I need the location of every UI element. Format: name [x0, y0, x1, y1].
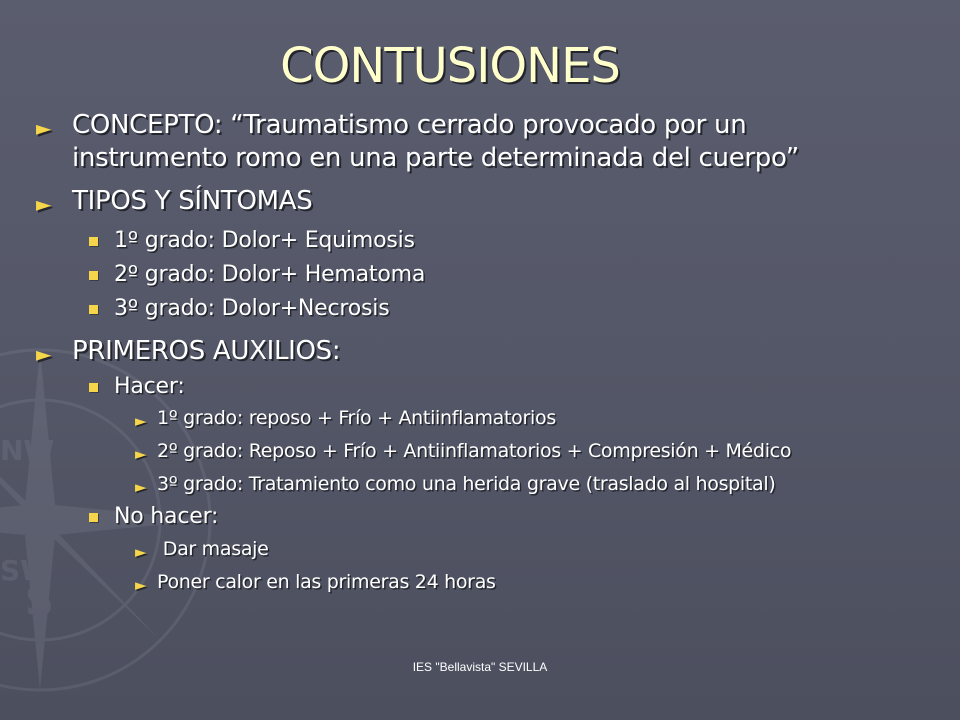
compass-letter-sw: SW — [0, 554, 52, 587]
tipo-text: 2º grado: Dolor+ Hematoma — [114, 262, 426, 287]
triangle-bullet-icon: ► — [135, 543, 147, 561]
no-hacer-text: Dar masaje — [157, 538, 269, 560]
tipo-item-3 — [114, 296, 389, 321]
triangle-bullet-icon: ► — [135, 412, 147, 430]
tipo-text: 3º grado: Dolor+Necrosis — [114, 296, 390, 321]
triangle-bullet-icon: ► — [135, 478, 147, 496]
triangle-bullet-icon: ► — [36, 192, 52, 216]
compass-letter-nw: NW — [0, 434, 55, 467]
no-hacer-subitem-2 — [135, 571, 496, 594]
no-hacer-subitem-1 — [135, 538, 269, 561]
bullet-primeros-auxilios — [36, 336, 341, 366]
hacer-item — [114, 374, 185, 399]
hacer-text: 2º grado: Reposo + Frío + Antiinflamatorios + Compresión + Médico — [157, 440, 792, 462]
square-bullet-icon — [89, 513, 98, 522]
hacer-subitem-3 — [135, 473, 776, 496]
triangle-bullet-icon: ► — [135, 576, 147, 594]
hacer-subitem-2 — [135, 440, 792, 463]
concepto-continuation — [72, 143, 799, 173]
slide-title: CONTUSIONES — [280, 38, 620, 94]
triangle-bullet-icon: ► — [36, 116, 52, 140]
hacer-text: 3º grado: Tratamiento como una herida grave (traslado al hospital) — [157, 473, 776, 495]
triangle-bullet-icon: ► — [135, 445, 147, 463]
no-hacer-item — [114, 504, 218, 529]
no-hacer-text: Poner calor en las primeras 24 horas — [157, 571, 496, 593]
tipo-text: 1º grado: Dolor+ Equimosis — [114, 228, 415, 253]
slide-footer: IES "Bellavista" SEVILLA — [412, 660, 548, 674]
hacer-text: 1º grado: reposo + Frío + Antiinflamatorios — [157, 407, 556, 429]
tipos-label: TIPOS Y SÍNTOMAS — [72, 186, 313, 216]
concepto-line-2: instrumento romo en una parte determinada del cuerpo” — [72, 143, 799, 173]
square-bullet-icon — [89, 305, 98, 314]
compass-letter-s: S — [25, 579, 54, 625]
tipo-item-2 — [114, 262, 425, 287]
tipo-item-1 — [114, 228, 415, 253]
square-bullet-icon — [89, 383, 98, 392]
bullet-concepto — [36, 110, 747, 140]
no-hacer-label: No hacer: — [114, 504, 219, 529]
concepto-line-1: CONCEPTO: “Traumatismo cerrado provocado por un — [72, 110, 747, 140]
square-bullet-icon — [89, 237, 98, 246]
triangle-bullet-icon: ► — [36, 342, 52, 366]
primeros-label: PRIMEROS AUXILIOS: — [72, 336, 341, 366]
square-bullet-icon — [89, 271, 98, 280]
hacer-subitem-1 — [135, 407, 556, 430]
bullet-tipos — [36, 186, 313, 216]
hacer-label: Hacer: — [114, 374, 185, 399]
